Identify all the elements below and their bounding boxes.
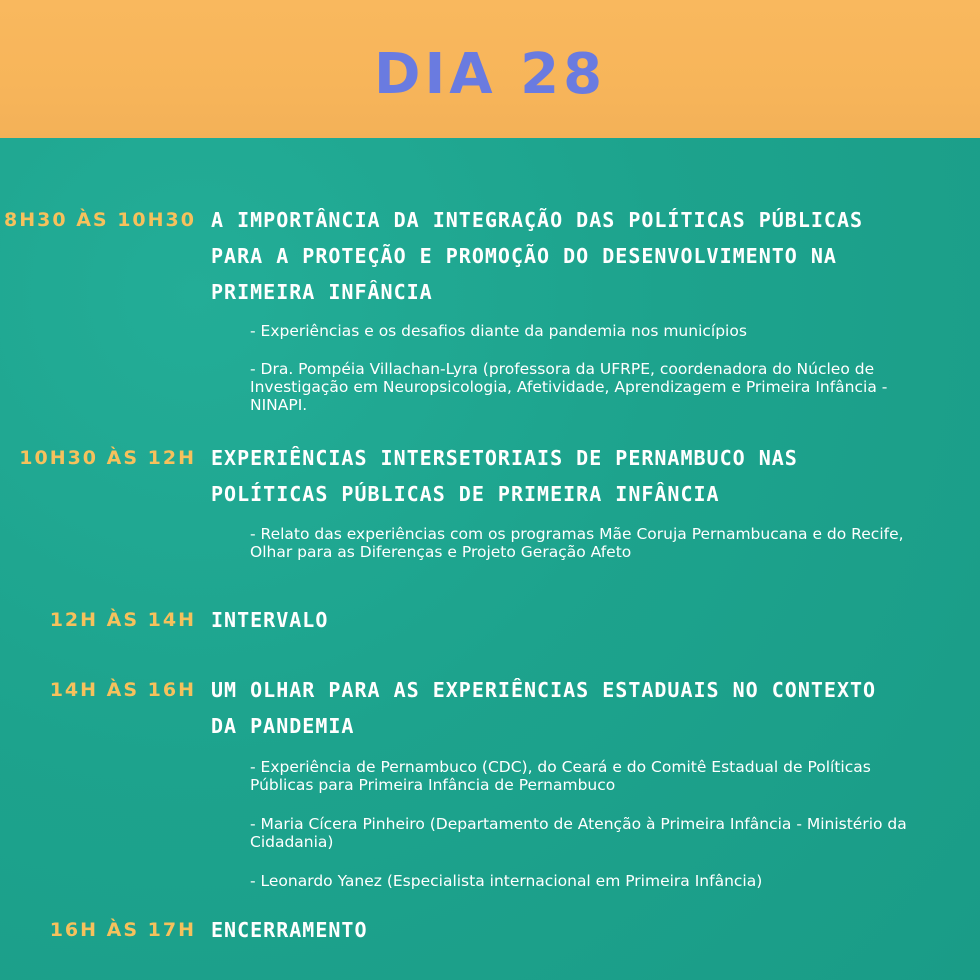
slot-detail: - Dra. Pompéia Villachan-Lyra (professora da UFRPE, coordenadora do Núcleo de Investigação em Neuropsicologia, Afetividade, Aprendizagem e Primeira Infância - NINAPI. xyxy=(250,360,888,414)
slot-detail: - Relato das experiências com os programas Mãe Coruja Pernambucana e do Recife, Olhar para as Diferenças e Projeto Geração Afeto xyxy=(250,525,904,561)
slot-detail: - Leonardo Yanez (Especialista internacional em Primeira Infância) xyxy=(250,872,763,890)
slot-topic: A IMPORTÂNCIA DA INTEGRAÇÃO DAS POLÍTICAS PÚBLICAS PARA A PROTEÇÃO E PROMOÇÃO DO DESENVOLVIMENTO NA PRIMEIRA INFÂNCIA xyxy=(211,208,864,304)
header-banner xyxy=(0,0,980,138)
slot-detail: - Maria Cícera Pinheiro (Departamento de Atenção à Primeira Infância - Ministério da Cidadania) xyxy=(250,815,907,851)
slot-time: 16H ÀS 17H xyxy=(49,919,196,941)
slot-time: 10H30 ÀS 12H xyxy=(19,447,196,469)
slot-topic: UM OLHAR PARA AS EXPERIÊNCIAS ESTADUAIS NO CONTEXTO DA PANDEMIA xyxy=(211,678,877,738)
slot-topic: ENCERRAMENTO xyxy=(211,918,368,942)
day-title: DIA 28 xyxy=(373,42,607,107)
slot-detail: - Experiências e os desafios diante da pandemia nos municípios xyxy=(250,322,747,340)
slot-detail: - Experiência de Pernambuco (CDC), do Ceará e do Comitê Estadual de Políticas Públicas para Primeira Infância de Pernambuco xyxy=(250,758,871,794)
slot-time: 12H ÀS 14H xyxy=(49,609,196,631)
slot-time: 8H30 ÀS 10H30 xyxy=(4,209,196,231)
slot-topic: INTERVALO xyxy=(211,608,329,632)
slot-time: 14H ÀS 16H xyxy=(49,679,196,701)
slot-topic: EXPERIÊNCIAS INTERSETORIAIS DE PERNAMBUCO NAS POLÍTICAS PÚBLICAS DE PRIMEIRA INFÂNCIA xyxy=(211,446,798,506)
